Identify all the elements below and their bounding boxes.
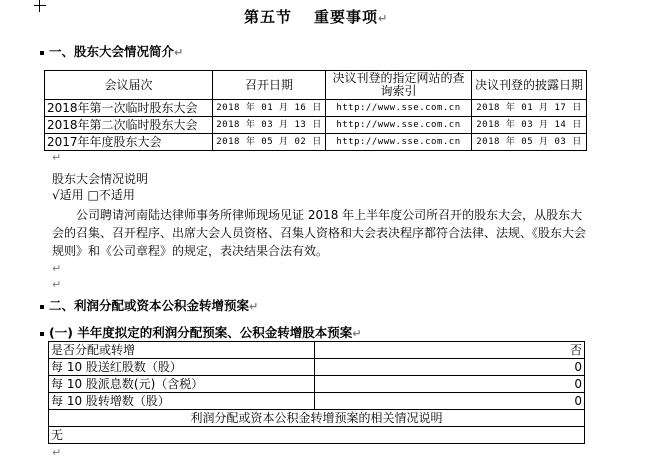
paragraph-mark: ↵ bbox=[52, 151, 62, 164]
disclosure-date: 2018 年 03 月 14 日 bbox=[472, 117, 587, 134]
merged-value-row bbox=[49, 427, 585, 444]
row-value: 否 bbox=[315, 342, 585, 359]
section-2-title: 二、利润分配或资本公积金转增预案 bbox=[49, 298, 250, 313]
applicable-option[interactable]: √适用 bbox=[52, 188, 84, 202]
row-value: 0 bbox=[315, 376, 585, 393]
corner-crop-mark bbox=[34, 0, 46, 12]
paragraph-mark: ↵ bbox=[52, 446, 62, 459]
section-1-title: 一、股东大会情况简介 bbox=[49, 44, 175, 59]
merged-header-row bbox=[49, 410, 585, 427]
header-cell: 决议刊登的披露日期 bbox=[472, 71, 587, 100]
row-label: 每 10 股送红股数（股） bbox=[49, 359, 315, 376]
title-part-1: 第五节 bbox=[244, 8, 293, 26]
meeting-date: 2018 年 05 月 02 日 bbox=[213, 134, 326, 151]
row-label: 每 10 股派息数(元)（含税） bbox=[49, 376, 315, 393]
disclosure-date: 2018 年 05 月 03 日 bbox=[472, 134, 587, 151]
meeting-date: 2018 年 03 月 13 日 bbox=[213, 117, 326, 134]
merged-header: 利润分配或资本公积金转增预案的相关情况说明 bbox=[49, 410, 585, 427]
not-applicable-option[interactable]: □不适用 bbox=[87, 188, 135, 202]
table-row bbox=[45, 100, 587, 117]
title-part-2: 重要事项 bbox=[314, 8, 379, 26]
meetings-table bbox=[44, 70, 587, 151]
row-label: 每 10 股转增数（股） bbox=[49, 393, 315, 410]
meeting-note-paragraph: 公司聘请河南陆达律师事务所律师现场见证 2018 年上半年度公司所召开的股东大会，从股东大会的召集、召开程序、出席大会人员资格、召集人资格和大会表决程序都符合法律、法规、《股东大会规则》和《公司章程》的规定，表决结果合法有效。 bbox=[52, 208, 587, 258]
meeting-name: 2018年第二次临时股东大会 bbox=[45, 117, 213, 134]
header-cell: 会议届次 bbox=[45, 71, 213, 100]
row-label: 是否分配或转增 bbox=[49, 342, 315, 359]
section-2-sub-title: (一) 半年度拟定的利润分配预案、公积金转增股本预案 bbox=[49, 325, 353, 340]
meeting-link[interactable]: http://www.sse.com.cn bbox=[326, 134, 472, 151]
table-row bbox=[49, 376, 585, 393]
distribution-table bbox=[48, 341, 585, 444]
row-value: 0 bbox=[315, 359, 585, 376]
section-1-heading: 一、股东大会情况简介↵ bbox=[40, 42, 183, 60]
disclosure-date: 2018 年 01 月 17 日 bbox=[472, 100, 587, 117]
note-label-text: 股东大会情况说明 bbox=[52, 172, 149, 186]
meeting-link[interactable]: http://www.sse.com.cn bbox=[326, 100, 472, 117]
paragraph-mark: ↵ bbox=[52, 278, 62, 291]
section-2-sub-heading: (一) 半年度拟定的利润分配预案、公积金转增股本预案↵ bbox=[40, 323, 362, 341]
header-cell: 召开日期 bbox=[213, 71, 326, 100]
row-value: 0 bbox=[315, 393, 585, 410]
meeting-date: 2018 年 01 月 16 日 bbox=[213, 100, 326, 117]
meeting-name: 2018年第一次临时股东大会 bbox=[45, 100, 213, 117]
table-row bbox=[49, 393, 585, 410]
section-2-heading: 二、利润分配或资本公积金转增预案↵ bbox=[40, 296, 258, 314]
meetings-table-header bbox=[45, 71, 587, 100]
table-row bbox=[49, 359, 585, 376]
table-row bbox=[45, 117, 587, 134]
merged-value: 无 bbox=[49, 427, 585, 444]
page-title: 第五节 重要事项↵ bbox=[244, 8, 389, 26]
applicability-options bbox=[52, 186, 135, 203]
paragraph-mark: ↵ bbox=[52, 262, 62, 275]
table-row bbox=[49, 342, 585, 359]
meeting-link[interactable]: http://www.sse.com.cn bbox=[326, 117, 472, 134]
meeting-note-label bbox=[52, 170, 148, 187]
table-row bbox=[45, 134, 587, 151]
meeting-name: 2017年年度股东大会 bbox=[45, 134, 213, 151]
header-cell: 决议刊登的指定网站的查询索引 bbox=[326, 71, 472, 100]
